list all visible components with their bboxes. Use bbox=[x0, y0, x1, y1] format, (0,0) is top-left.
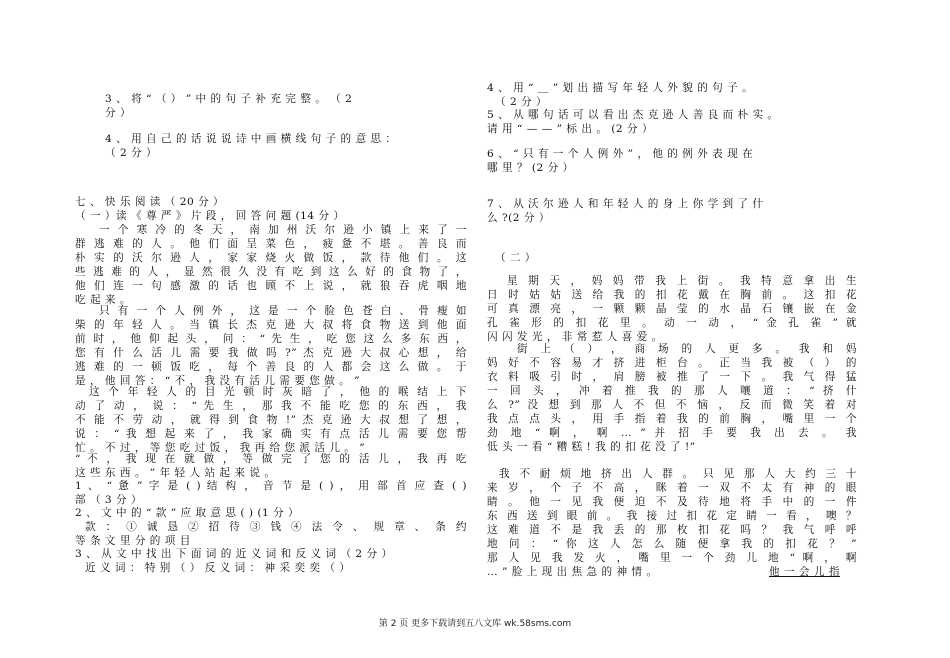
right-line: 孔 雀 形 的 扣 花 里 。 动 一 动 ， “ 金 孔 雀 ” 就 bbox=[487, 317, 857, 329]
subsection-heading: （ 二 ） bbox=[495, 252, 537, 264]
subsection-heading: （ 一 ）读 《 尊 严 》 片 段 ， 回 答 问 题 (14 分 ） bbox=[75, 210, 345, 222]
left-line: 分 ） bbox=[105, 107, 132, 119]
right-line: 衣 料 吸 引 时 ， 肩 膀 被 推 了 一 下 。 我 气 得 猛 bbox=[487, 371, 857, 383]
left-line: 等 条 文 里 分 的 项 目 bbox=[75, 535, 191, 547]
right-line: （ 2 分 ） bbox=[495, 96, 548, 108]
left-line: 只 有 一 个 人 例 外 ， 这 是 一 个 脸 色 苍 白 、 骨 瘦 如 bbox=[99, 305, 467, 317]
right-line: 那 人 见 我 发 火 ， 嘴 里 一 个 劲 儿 地 “ 啊 ， 啊 bbox=[487, 552, 857, 564]
question-5: 5 、 从 哪 句 话 可 以 看 出 杰 克 逊 人 善 良 而 朴 实 。 bbox=[487, 109, 779, 121]
left-line: （ 2 分 ） bbox=[105, 147, 158, 159]
right-line: 可 真 漂 亮 ， 一 颗 颗 晶 莹 的 水 晶 石 镶 嵌 在 金 bbox=[487, 303, 857, 315]
left-line: 3 、 将 “ （ ） ” 中 的 句 子 补 充 完 整 。 （ 2 bbox=[105, 93, 353, 105]
question-7: 7 、 从 沃 尔 逊 人 和 年 轻 人 的 身 上 你 学 到 了 什 bbox=[487, 198, 764, 210]
right-line: 请 用 “ — — ” 标 出 。 (2 分 ） bbox=[487, 123, 654, 135]
left-line: 朴 实 的 沃 尔 逊 人 ， 家 家 烧 火 做 饭 ， 款 待 他 们 。 这 bbox=[75, 252, 467, 264]
left-line: 近 义 词 ： 特 别 （ ） 反 义 词 ： 神 采 奕 奕 （ ） bbox=[85, 562, 351, 574]
question-1: 1 、 “ 惫 ” 字 是 ( ) 结 构 ， 音 节 是 ( ) ， 用 部 首 应 查 ( ) bbox=[75, 480, 467, 492]
right-line: 一 回 头 ， 冲 着 推 我 的 那 人 嚷 道 ： “ 挤 什 bbox=[487, 385, 857, 397]
question-4: 4 、 用 “ ＿ ” 划 出 描 写 年 轻 人 外 貌 的 句 子 。 bbox=[487, 82, 754, 94]
question-6: 6 、 “ 只 有 一 个 人 例 外 ” ， 他 的 例 外 表 现 在 bbox=[487, 148, 754, 160]
left-line: 逃 难 的 一 顿 饭 吃 ， 每 个 善 良 的 人 都 会 这 么 做 。 于 bbox=[75, 361, 467, 373]
left-line: 部 （ 3 分 ） bbox=[75, 494, 143, 506]
left-line: 动 了 动 ， 说 ： “ 先 生 ， 那 我 不 能 吃 您 的 东 西 ， 我 bbox=[75, 400, 467, 412]
left-line: 吃 起 来 。 bbox=[75, 294, 131, 306]
left-line: 些 逃 难 的 人 ， 显 然 很 久 没 有 吃 到 这 么 好 的 食 物 了 ， bbox=[75, 266, 467, 278]
right-line: 街 上 （ ） ， 商 场 的 人 更 多 。 我 和 妈 bbox=[517, 343, 857, 355]
left-line: 这 个 年 轻 人 的 目 光 顿 时 灰 暗 了 ， 他 的 喉 结 上 下 bbox=[89, 386, 467, 398]
left-line: 忙 。 不 过 ， 等 您 吃 过 饭 ， 我 再 给 您 派 活 儿 。 ” bbox=[75, 442, 366, 454]
right-line: 闪 闪 发 光 ， 非 常 惹 人 喜 爱 。 bbox=[487, 331, 663, 343]
left-line: 前 时 ， 他 仰 起 头 ， 问 ： “ 先 生 ， 吃 您 这 么 多 东 西 ， bbox=[75, 333, 467, 345]
left-line: 他 们 连 一 句 感 激 的 话 也 顾 不 上 说 ， 就 狼 吞 虎 咽 地 bbox=[75, 280, 467, 292]
left-line: 一 个 寒 冷 的 冬 天 ， 南 加 州 沃 尔 逊 小 镇 上 来 了 一 bbox=[99, 224, 467, 236]
page-footer: 第 2 页 更多下载请到五八文库 wk.58sms.com bbox=[378, 619, 572, 629]
right-line: 么 ?(2 分 ） bbox=[487, 212, 550, 224]
left-line: 说 ： “ 我 想 起 来 了 ， 我 家 确 实 有 点 活 儿 需 要 您 帮 bbox=[75, 428, 467, 440]
left-line: 款 ： ① 诚 恳 ② 招 待 ③ 钱 ④ 法 令 、 规 章 、 条 约 bbox=[85, 521, 467, 533]
right-line: 星 期 天 ， 妈 妈 带 我 上 街 。 我 特 意 拿 出 生 bbox=[507, 275, 857, 287]
right-line: 么 ?” 没 想 到 那 人 不 但 不 恼 ， 反 而 微 笑 着 对 bbox=[487, 399, 857, 411]
right-line: 低 头 一 看 “ 糟 糕 ! 我 的 扣 花 没 了 !” bbox=[487, 441, 696, 453]
left-line: 不 能 不 劳 动 ， 就 得 到 食 物 !” 杰 克 逊 大 叔 想 了 想 ， bbox=[75, 414, 467, 426]
right-line: 我 不 耐 烦 地 挤 出 人 群 。 只 见 那 人 大 约 三 十 bbox=[499, 468, 857, 480]
right-line: 劲 地 “ 啊 ， 啊 … ” 并 招 手 要 我 出 去 。 我 bbox=[487, 427, 857, 439]
right-line: 妈 好 不 容 易 才 挤 进 柜 台 。 正 当 我 被 （ ） 的 bbox=[487, 357, 857, 369]
left-line: 4 、 用 自 己 的 话 说 说 诗 中 画 横 线 句 子 的 意 思 ： bbox=[105, 133, 397, 145]
right-line: 哪 里 ？ (2 分 ） bbox=[487, 162, 574, 174]
right-line: 这 难 道 不 是 我 丢 的 那 枚 扣 花 吗 ？ 我 气 呼 呼 bbox=[487, 524, 857, 536]
left-line: 是 ， 他 回 答 ： “ 不 ， 我 没 有 活 儿 需 要 您 做 。 ” bbox=[75, 375, 360, 387]
right-line: 睛 。 他 一 见 我 便 迫 不 及 待 地 将 手 中 的 一 件 bbox=[487, 496, 857, 508]
right-line: 来 岁 ， 个 子 不 高 ， 眯 着 一 双 不 太 有 神 的 眼 bbox=[487, 482, 857, 494]
question-3: 3 、 从 文 中 找 出 下 面 词 的 近 义 词 和 反 义 词 （ 2 分 ） bbox=[75, 548, 393, 560]
left-line: 这 些 东 西 。 ” 年 轻 人 站 起 来 说 。 bbox=[75, 467, 276, 479]
left-line: 群 逃 难 的 人 。 他 们 面 呈 菜 色 ， 疲 惫 不 堪 。 善 良 而 bbox=[75, 238, 467, 250]
underlined-sentence: 他 一 会 儿 指 bbox=[769, 566, 840, 578]
right-line: 东 西 送 到 眼 前 。 我 接 过 扣 花 定 睛 一 看 ， 噢 ？ bbox=[487, 510, 857, 522]
left-line: “ 不 ， 我 现 在 就 做 ， 等 做 完 了 您 的 活 儿 ， 我 再 吃 bbox=[75, 453, 467, 465]
left-line: 柴 的 年 轻 人 。 当 镇 长 杰 克 逊 大 叔 将 食 物 送 到 他 面 bbox=[75, 319, 467, 331]
right-line: … ” 脸 上 现 出 焦 急 的 神 情 。 bbox=[487, 566, 658, 578]
question-2: 2 、 文 中 的 “ 款 ” 应 取 意 思 ( ) (1 分 ） bbox=[75, 507, 300, 519]
left-line: 您 有 什 么 活 儿 需 要 我 做 吗 ?” 杰 克 逊 大 叔 心 想 ， 给 bbox=[75, 347, 467, 359]
right-line: 地 问 ： “ 你 这 人 怎 么 随 便 拿 我 的 扣 花 ？ ” bbox=[487, 538, 857, 550]
right-line: 我 点 点 头 ， 用 手 指 着 我 的 前 胸 ， 嘴 里 一 个 bbox=[487, 413, 857, 425]
right-line: 日 时 姑 姑 送 给 我 的 扣 花 戴 在 胸 前 。 这 扣 花 bbox=[487, 289, 857, 301]
section-heading: 七 、 快 乐 阅 读 （ 20 分 ） bbox=[75, 196, 225, 208]
